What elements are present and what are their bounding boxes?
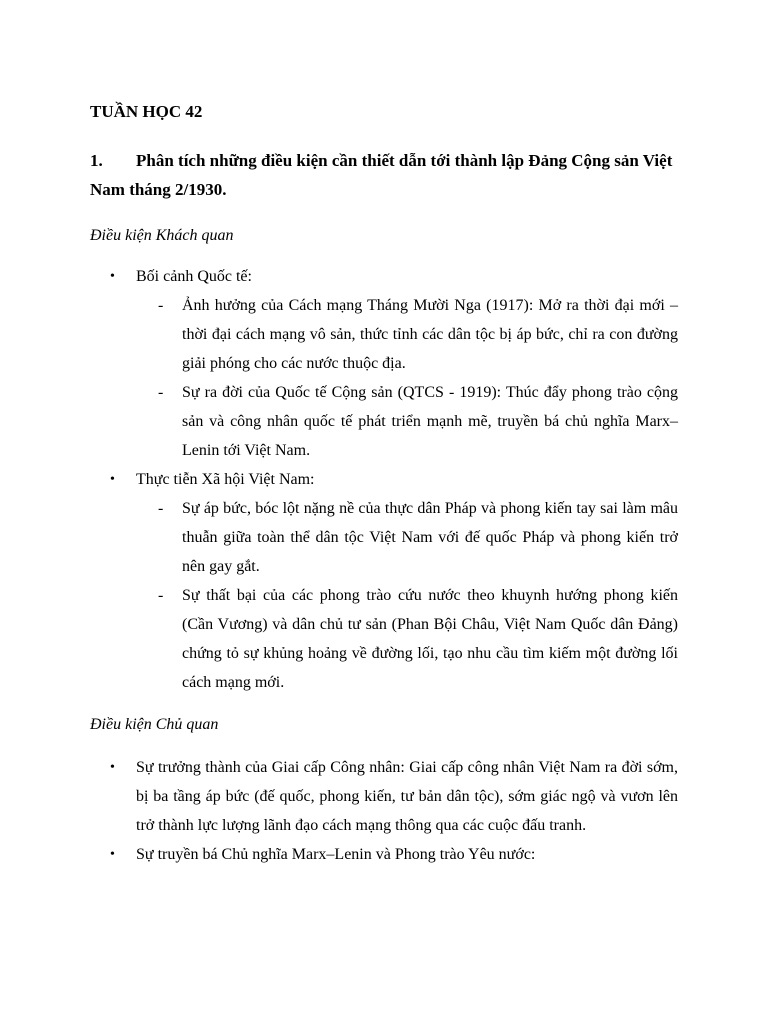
sub-list-item-text: Sự thất bại của các phong trào cứu nước theo khuynh hướng phong kiến (Cần Vương) và dân chủ tư sản (Phan Bội Châu, Việt Nam Quốc dân Đảng) chứng tỏ sự khủng hoảng về đường lối, tạo nhu cầu tìm kiếm một đường lối cách mạng mới. — [182, 587, 678, 691]
objective-section-title: Điều kiện Khách quan — [90, 227, 234, 244]
bullet-icon: • — [110, 847, 115, 862]
list-item-label: Bối cảnh Quốc tế: — [136, 268, 252, 285]
objective-list — [110, 262, 678, 697]
sub-list-item-text: Sự áp bức, bóc lột nặng nề của thực dân Pháp và phong kiến tay sai làm mâu thuẫn giữa toàn thể dân tộc Việt Nam với đế quốc Pháp và phong kiến trở nên gay gắt. — [182, 500, 678, 575]
page-heading: TUẦN HỌC 42 — [90, 102, 203, 121]
list-item — [110, 753, 678, 840]
sub-list-item — [110, 378, 678, 465]
list-item — [110, 840, 678, 869]
bullet-icon: • — [110, 472, 115, 487]
question-text: Phân tích những điều kiện cần thiết dẫn tới thành lập Đảng Cộng sản Việt Nam tháng 2/1930. — [90, 151, 673, 199]
sub-list-item — [110, 494, 678, 581]
sub-list-item-text: Sự ra đời của Quốc tế Cộng sản (QTCS - 1919): Thúc đẩy phong trào cộng sản và công nhân quốc tế phát triển mạnh mẽ, truyền bá chủ nghĩa Marx–Lenin tới Việt Nam. — [182, 384, 678, 459]
sub-list-item-text: Ảnh hưởng của Cách mạng Tháng Mười Nga (1917): Mở ra thời đại mới – thời đại cách mạng vô sản, thức tỉnh các dân tộc bị áp bức, chỉ ra con đường giải phóng cho các nước thuộc địa. — [182, 297, 678, 372]
dash-icon: - — [158, 587, 164, 604]
dash-icon: - — [158, 500, 164, 517]
dash-icon: - — [158, 297, 164, 314]
bullet-icon: • — [110, 269, 115, 284]
list-item-text: Sự trưởng thành của Giai cấp Công nhân: Giai cấp công nhân Việt Nam ra đời sớm, bị ba tầng áp bức (đế quốc, phong kiến, tư bản dân tộc), sớm giác ngộ và vươn lên trở thành lực lượng lãnh đạo cách mạng thông qua các cuộc đấu tranh. — [136, 759, 678, 834]
list-item-text: Sự truyền bá Chủ nghĩa Marx–Lenin và Phong trào Yêu nước: — [136, 846, 536, 863]
subjective-list — [110, 753, 678, 869]
list-item — [110, 262, 678, 291]
question-heading — [90, 146, 690, 204]
bullet-icon: • — [110, 760, 115, 775]
dash-icon: - — [158, 384, 164, 401]
list-item — [110, 465, 678, 494]
subjective-section-title: Điều kiện Chủ quan — [90, 716, 219, 733]
sub-list-item — [110, 291, 678, 378]
sub-list-item — [110, 581, 678, 697]
question-number: 1. — [90, 151, 103, 170]
list-item-label: Thực tiễn Xã hội Việt Nam: — [136, 471, 315, 488]
